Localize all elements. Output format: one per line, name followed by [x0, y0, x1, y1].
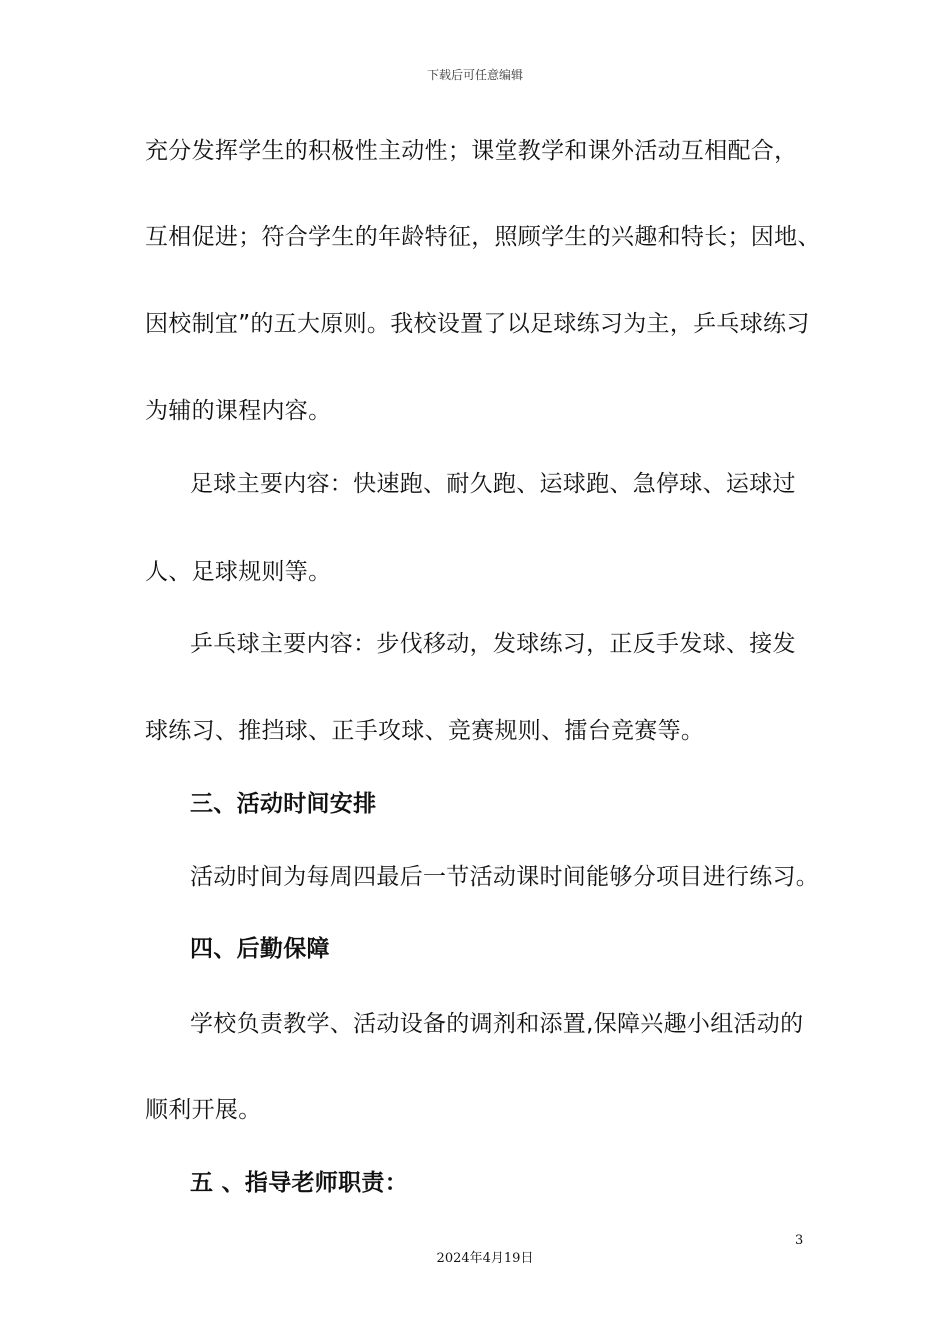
- logistics-line: 顺利开展。: [145, 1097, 262, 1123]
- footer-date: 2024年4月19日: [436, 1251, 534, 1266]
- section-heading-4: 四、后勤保障: [190, 936, 330, 962]
- page-number: 3: [795, 1233, 804, 1248]
- section-heading-5: 五 、指导老师职责：: [190, 1170, 409, 1196]
- paragraph-line: 为辅的课程内容。: [145, 398, 332, 424]
- paragraph-line: 充分发挥学生的积极性主动性；课堂教学和课外活动互相配合，: [145, 138, 798, 164]
- pingpong-content-line: 球练习、推挡球、正手攻球、竞赛规则、擂台竞赛等。: [145, 718, 705, 744]
- football-content-line: 人、足球规则等。: [145, 559, 332, 585]
- section-heading-3: 三、活动时间安排: [190, 791, 377, 817]
- logistics-line: 学校负责教学、活动设备的调剂和添置,保障兴趣小组活动的: [190, 1011, 804, 1037]
- paragraph-line: 因校制宜”的五大原则。我校设置了以足球练习为主，乒乓球练习: [145, 311, 810, 337]
- football-content-line: 足球主要内容：快速跑、耐久跑、运球跑、急停球、运球过: [190, 471, 796, 497]
- header-note: 下载后可任意编辑: [426, 68, 523, 82]
- paragraph-line: 互相促进；符合学生的年龄特征，照顾学生的兴趣和特长；因地、: [145, 224, 821, 250]
- time-text: 活动时间为每周四最后一节活动课时间能够分项目进行练习。: [190, 864, 820, 890]
- pingpong-content-line: 乒乓球主要内容：步伐移动，发球练习，正反手发球、接发: [190, 631, 796, 657]
